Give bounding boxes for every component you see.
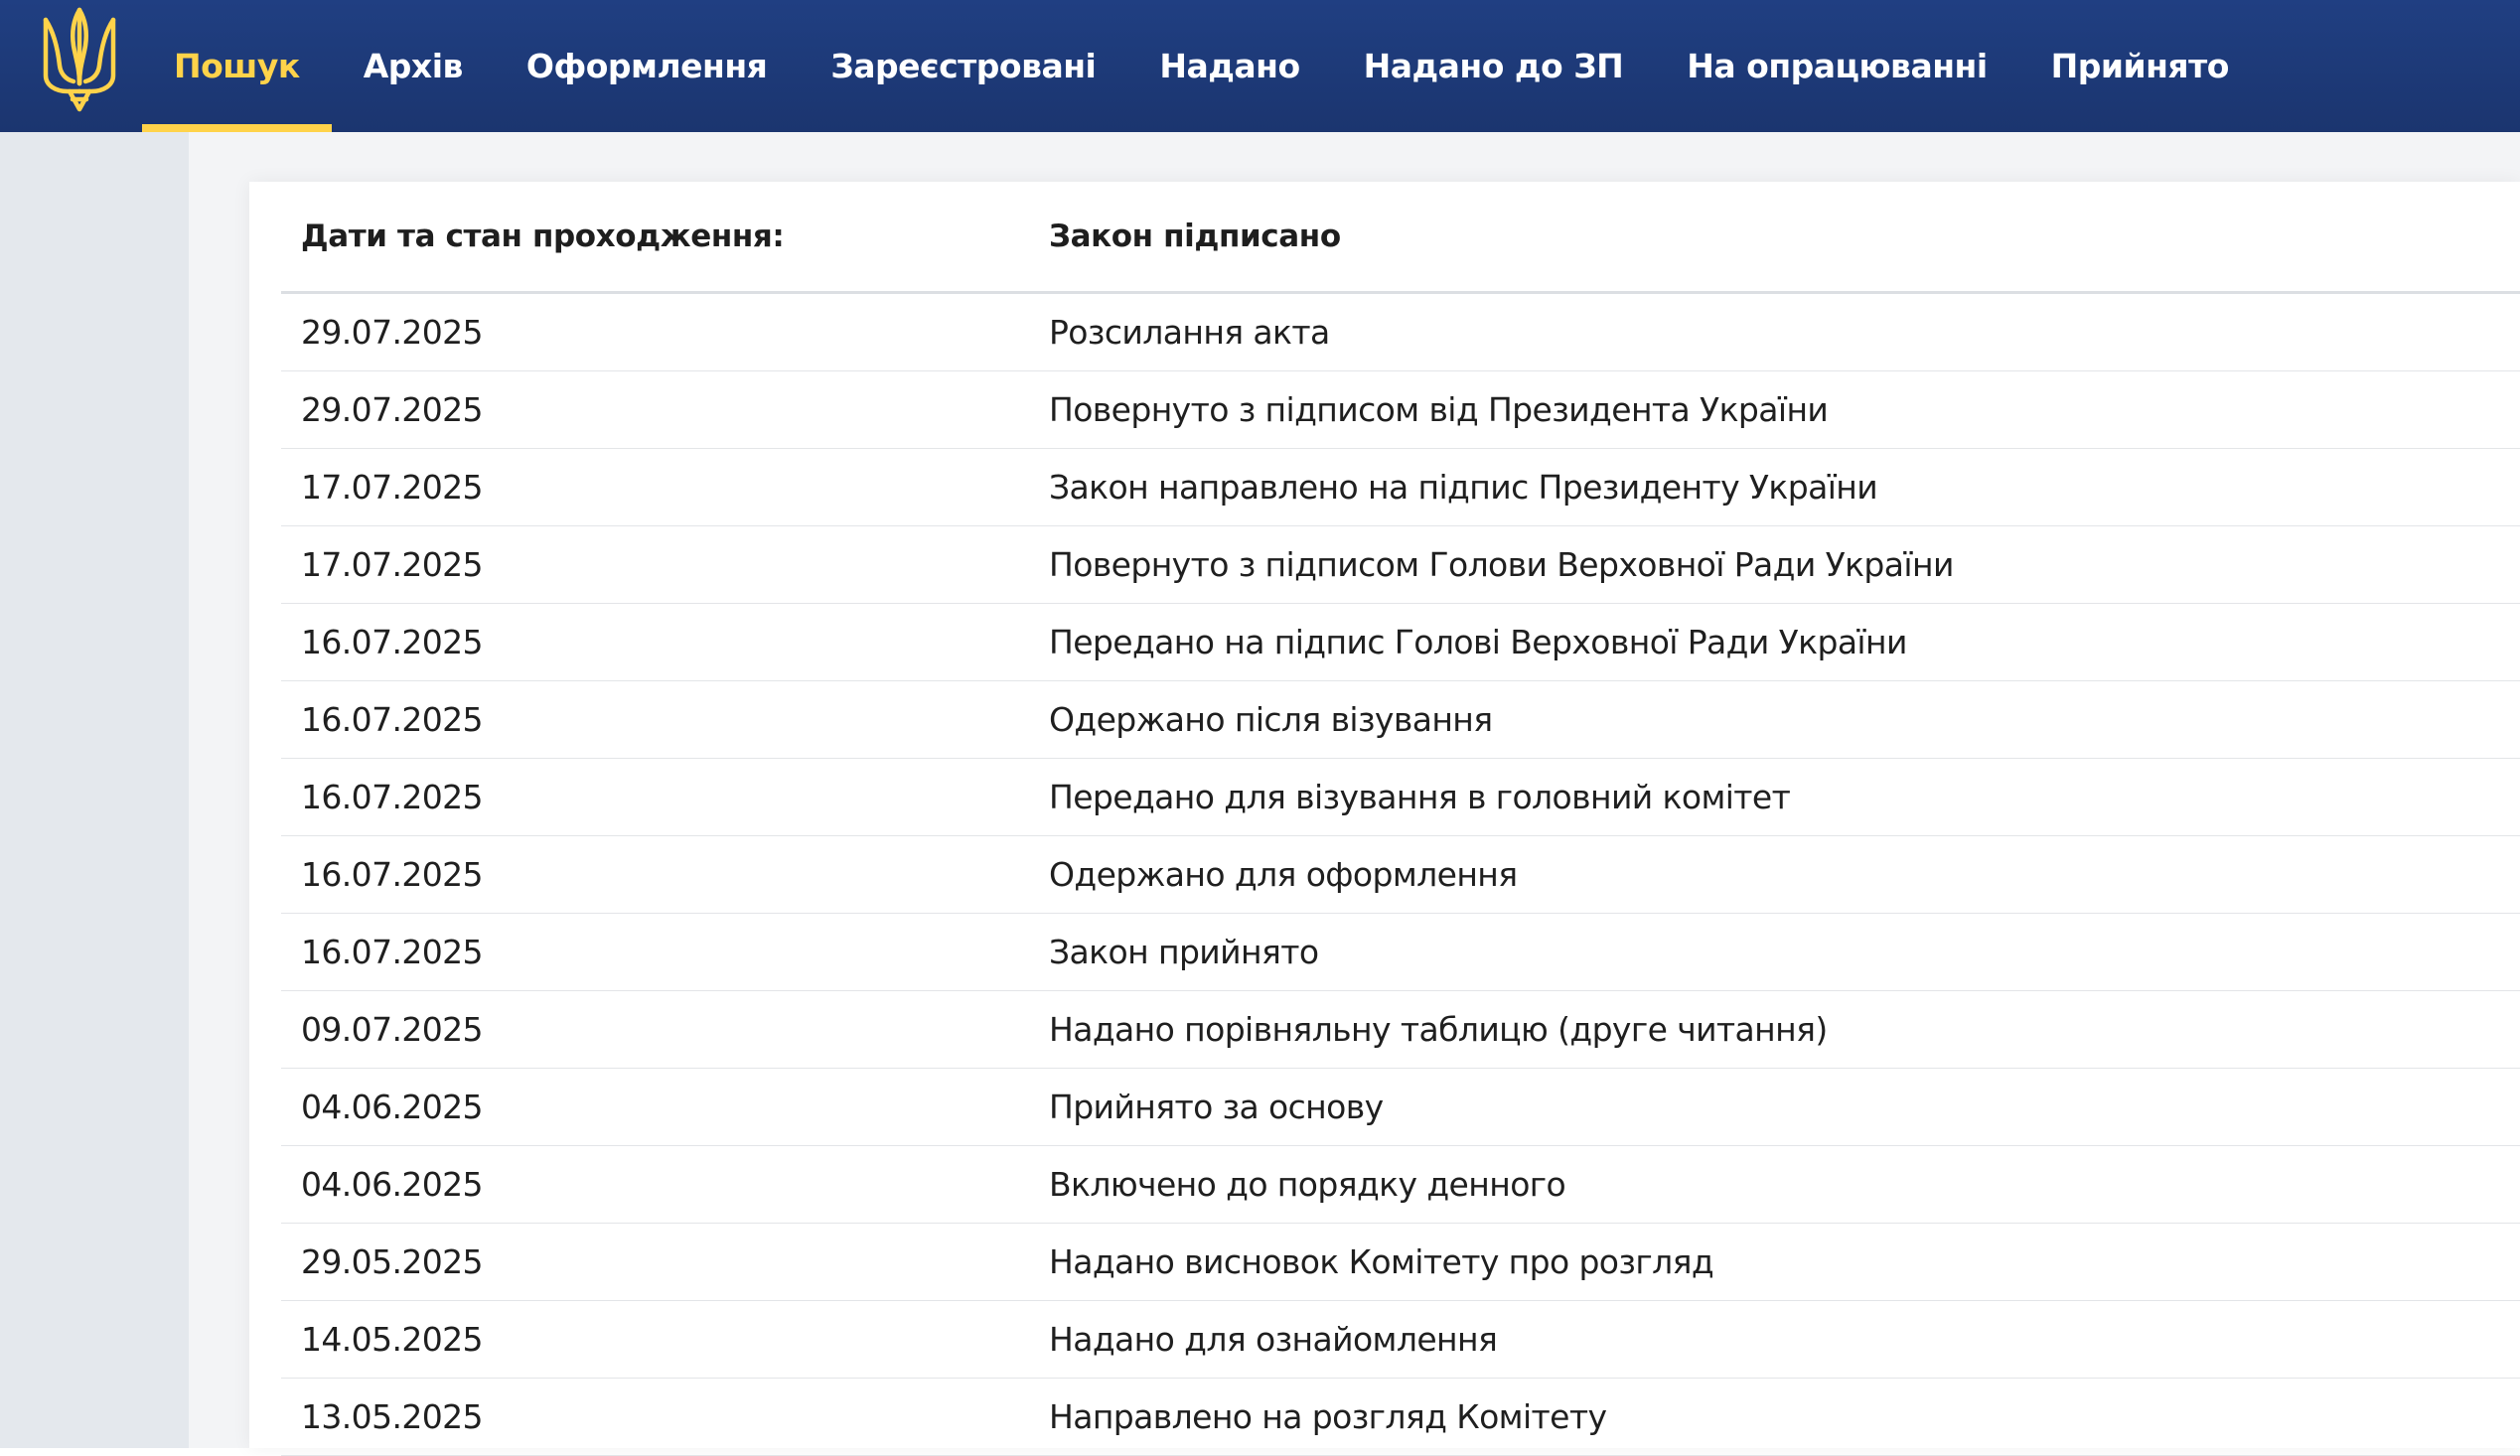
row-status: Закон прийнято <box>1049 933 1319 971</box>
table-row <box>281 759 2520 836</box>
row-status: Розсилання акта <box>1049 313 1330 352</box>
table-row <box>281 371 2520 449</box>
row-date: 09.07.2025 <box>301 1010 483 1049</box>
row-status: Передано для візування в головний комітет <box>1049 778 1791 816</box>
row-status: Одержано для оформлення <box>1049 855 1518 894</box>
row-status: Повернуто з підписом від Президента України <box>1049 390 1829 429</box>
nav-tab-submitted[interactable]: Надано <box>1159 47 1300 85</box>
nav-tab-adopted[interactable]: Прийнято <box>2050 47 2229 85</box>
date-column-header: Дати та стан проходження: <box>301 218 785 254</box>
main-menu <box>142 0 2261 132</box>
table-row <box>281 526 2520 604</box>
nav-tab-submitted-to-zp[interactable]: Надано до ЗП <box>1363 47 1624 85</box>
row-status: Передано на підпис Голові Верховної Ради України <box>1049 623 1907 661</box>
table-row <box>281 1379 2520 1456</box>
top-navigation-bar <box>0 0 2520 132</box>
row-status: Закон направлено на підпис Президенту України <box>1049 468 1878 507</box>
row-date: 16.07.2025 <box>301 933 483 971</box>
row-date: 16.07.2025 <box>301 700 483 739</box>
row-date: 04.06.2025 <box>301 1165 483 1204</box>
nav-tab-archive[interactable]: Архів <box>363 47 463 85</box>
row-date: 16.07.2025 <box>301 778 483 816</box>
row-status: Направлено на розгляд Комітету <box>1049 1397 1607 1436</box>
row-date: 16.07.2025 <box>301 623 483 661</box>
row-status: Надано порівняльну таблицю (друге читання) <box>1049 1010 1828 1049</box>
left-gutter <box>0 132 189 1448</box>
table-row <box>281 294 2520 371</box>
status-column-header: Закон підписано <box>1049 218 1341 254</box>
row-status: Одержано після візування <box>1049 700 1493 739</box>
row-date: 29.07.2025 <box>301 390 483 429</box>
row-date: 17.07.2025 <box>301 545 483 584</box>
nav-tab-in-review[interactable]: На опрацюванні <box>1687 47 1988 85</box>
table-row <box>281 449 2520 526</box>
table-row <box>281 1146 2520 1224</box>
row-date: 13.05.2025 <box>301 1397 483 1436</box>
nav-tab-processing[interactable]: Оформлення <box>525 47 768 85</box>
row-date: 17.07.2025 <box>301 468 483 507</box>
row-status: Надано висновок Комітету про розгляд <box>1049 1242 1714 1281</box>
row-date: 16.07.2025 <box>301 855 483 894</box>
status-history-table <box>281 182 2520 1456</box>
nav-tab-search[interactable]: Пошук <box>142 0 332 132</box>
table-row <box>281 1301 2520 1379</box>
table-row <box>281 1069 2520 1146</box>
row-date: 04.06.2025 <box>301 1088 483 1126</box>
table-row <box>281 991 2520 1069</box>
table-row <box>281 604 2520 681</box>
trident-emblem-icon[interactable] <box>40 6 119 113</box>
row-status: Надано для ознайомлення <box>1049 1320 1498 1359</box>
row-date: 29.07.2025 <box>301 313 483 352</box>
bill-status-card <box>249 182 2520 1448</box>
row-date: 14.05.2025 <box>301 1320 483 1359</box>
table-row <box>281 836 2520 914</box>
table-row <box>281 681 2520 759</box>
table-row <box>281 914 2520 991</box>
row-status: Повернуто з підписом Голови Верховної Ради України <box>1049 545 1954 584</box>
table-header <box>281 182 2520 294</box>
row-status: Прийнято за основу <box>1049 1088 1384 1126</box>
row-date: 29.05.2025 <box>301 1242 483 1281</box>
row-status: Включено до порядку денного <box>1049 1165 1566 1204</box>
table-row <box>281 1224 2520 1301</box>
nav-tab-registered[interactable]: Зареєстровані <box>830 47 1097 85</box>
